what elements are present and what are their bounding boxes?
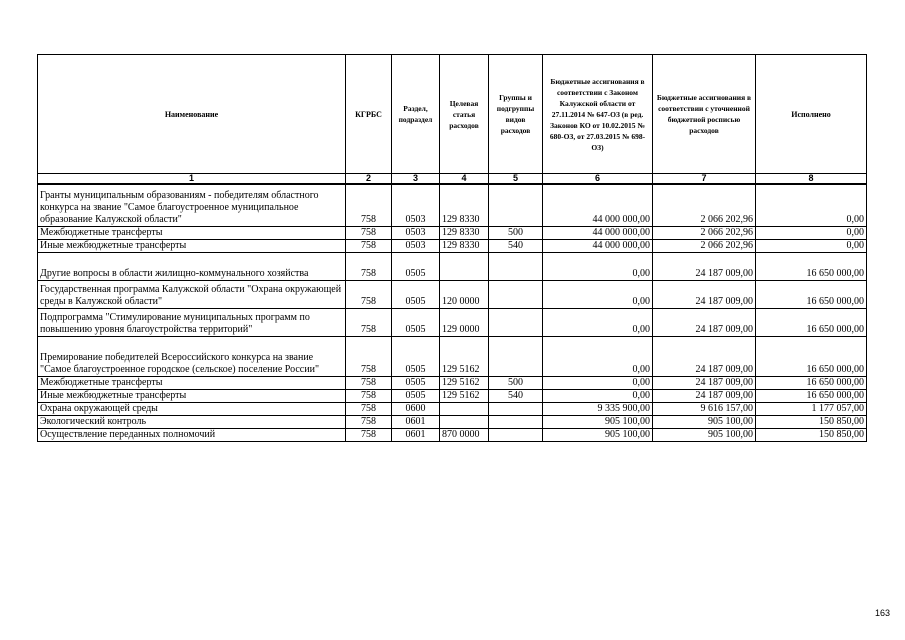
row-section: 0503 [392, 239, 440, 252]
row-group [489, 184, 543, 226]
row-section: 0503 [392, 184, 440, 226]
table-row [38, 336, 867, 376]
row-group [489, 252, 543, 280]
column-number: 4 [440, 174, 489, 185]
row-kgrbs: 758 [346, 389, 392, 402]
row-target: 870 0000 [440, 428, 489, 441]
row-section: 0601 [392, 415, 440, 428]
row-approved: 905 100,00 [543, 415, 653, 428]
row-section: 0505 [392, 280, 440, 308]
row-approved: 0,00 [543, 252, 653, 280]
row-name: Премирование победителей Всероссийского конкурса на звание "Самое благоустроенное городское (сельское) поселение России" [38, 336, 346, 376]
table-row [38, 428, 867, 441]
row-refined: 24 187 009,00 [653, 389, 756, 402]
row-approved: 44 000 000,00 [543, 184, 653, 226]
header-name: Наименование [38, 55, 346, 174]
row-executed: 1 177 057,00 [756, 402, 867, 415]
column-number: 6 [543, 174, 653, 185]
table-row [38, 226, 867, 239]
row-refined: 24 187 009,00 [653, 308, 756, 336]
row-name: Охрана окружающей среды [38, 402, 346, 415]
row-refined: 24 187 009,00 [653, 376, 756, 389]
row-group [489, 415, 543, 428]
row-group [489, 428, 543, 441]
row-approved: 905 100,00 [543, 428, 653, 441]
row-group [489, 308, 543, 336]
row-section: 0601 [392, 428, 440, 441]
header-executed: Исполнено [756, 55, 867, 174]
row-executed: 16 650 000,00 [756, 252, 867, 280]
row-refined: 9 616 157,00 [653, 402, 756, 415]
row-kgrbs: 758 [346, 239, 392, 252]
row-section: 0505 [392, 308, 440, 336]
header-refined: Бюджетные ассигнования в соответствии с уточненной бюджетной росписью расходов [653, 55, 756, 174]
row-group [489, 402, 543, 415]
row-executed: 150 850,00 [756, 428, 867, 441]
column-number-row [38, 174, 867, 185]
row-approved: 0,00 [543, 280, 653, 308]
row-section: 0600 [392, 402, 440, 415]
row-kgrbs: 758 [346, 184, 392, 226]
row-group [489, 336, 543, 376]
column-number: 5 [489, 174, 543, 185]
row-approved: 0,00 [543, 389, 653, 402]
row-approved: 0,00 [543, 376, 653, 389]
row-name: Подпрограмма "Стимулирование муниципальных программ по повышению уровня благоустройства территорий" [38, 308, 346, 336]
row-kgrbs: 758 [346, 428, 392, 441]
header-row [38, 55, 867, 174]
row-refined: 24 187 009,00 [653, 280, 756, 308]
row-executed: 0,00 [756, 226, 867, 239]
row-name: Межбюджетные трансферты [38, 376, 346, 389]
row-name: Иные межбюджетные трансферты [38, 239, 346, 252]
row-target [440, 415, 489, 428]
row-executed: 16 650 000,00 [756, 336, 867, 376]
budget-table [37, 54, 867, 442]
row-kgrbs: 758 [346, 402, 392, 415]
table-row [38, 389, 867, 402]
table-row [38, 415, 867, 428]
row-group: 540 [489, 389, 543, 402]
row-target: 129 5162 [440, 389, 489, 402]
table-row [38, 308, 867, 336]
row-target: 129 5162 [440, 336, 489, 376]
row-target: 129 5162 [440, 376, 489, 389]
row-approved: 0,00 [543, 336, 653, 376]
row-kgrbs: 758 [346, 226, 392, 239]
row-refined: 2 066 202,96 [653, 226, 756, 239]
row-kgrbs: 758 [346, 415, 392, 428]
row-target: 129 8330 [440, 184, 489, 226]
column-number: 2 [346, 174, 392, 185]
row-approved: 44 000 000,00 [543, 239, 653, 252]
row-executed: 150 850,00 [756, 415, 867, 428]
row-approved: 44 000 000,00 [543, 226, 653, 239]
row-refined: 24 187 009,00 [653, 252, 756, 280]
row-kgrbs: 758 [346, 280, 392, 308]
row-target: 120 0000 [440, 280, 489, 308]
row-refined: 2 066 202,96 [653, 184, 756, 226]
row-group: 500 [489, 226, 543, 239]
table-row [38, 280, 867, 308]
row-approved: 0,00 [543, 308, 653, 336]
column-number: 8 [756, 174, 867, 185]
row-executed: 16 650 000,00 [756, 376, 867, 389]
column-number: 7 [653, 174, 756, 185]
row-executed: 0,00 [756, 239, 867, 252]
table-row [38, 402, 867, 415]
table-row [38, 376, 867, 389]
row-executed: 0,00 [756, 184, 867, 226]
row-kgrbs: 758 [346, 252, 392, 280]
row-approved: 9 335 900,00 [543, 402, 653, 415]
row-group: 500 [489, 376, 543, 389]
row-section: 0505 [392, 389, 440, 402]
row-refined: 905 100,00 [653, 428, 756, 441]
header-approved: Бюджетные ассигнования в соответствии с Законом Калужской области от 27.11.2014 № 647-ОЗ (в ред. Законов КО от 10.02.2015 № 680-ОЗ, от 27.03.2015 № 698-ОЗ) [543, 55, 653, 174]
header-section: Раздел, подраздел [392, 55, 440, 174]
row-name: Государственная программа Калужской области "Охрана окружающей среды в Калужской области" [38, 280, 346, 308]
row-refined: 24 187 009,00 [653, 336, 756, 376]
column-number: 3 [392, 174, 440, 185]
column-number: 1 [38, 174, 346, 185]
row-name: Гранты муниципальным образованиям - победителям областного конкурса на звание "Самое благоустроенное муниципальное образование Калужской области" [38, 184, 346, 226]
row-executed: 16 650 000,00 [756, 280, 867, 308]
table-row [38, 184, 867, 226]
row-section: 0503 [392, 226, 440, 239]
row-name: Другие вопросы в области жилищно-коммунального хозяйства [38, 252, 346, 280]
row-section: 0505 [392, 252, 440, 280]
table-row [38, 252, 867, 280]
row-group: 540 [489, 239, 543, 252]
row-name: Иные межбюджетные трансферты [38, 389, 346, 402]
row-kgrbs: 758 [346, 376, 392, 389]
row-kgrbs: 758 [346, 336, 392, 376]
table-row [38, 239, 867, 252]
row-refined: 905 100,00 [653, 415, 756, 428]
row-target: 129 0000 [440, 308, 489, 336]
row-name: Осуществление переданных полномочий [38, 428, 346, 441]
row-group [489, 280, 543, 308]
row-executed: 16 650 000,00 [756, 389, 867, 402]
row-target: 129 8330 [440, 226, 489, 239]
page-number: 163 [874, 608, 890, 618]
row-target [440, 252, 489, 280]
row-section: 0505 [392, 336, 440, 376]
row-refined: 2 066 202,96 [653, 239, 756, 252]
row-target [440, 402, 489, 415]
header-group: Группы и подгруппы видов расходов [489, 55, 543, 174]
header-kgrbs: КГРБС [346, 55, 392, 174]
row-name: Экологический контроль [38, 415, 346, 428]
row-section: 0505 [392, 376, 440, 389]
row-target: 129 8330 [440, 239, 489, 252]
row-kgrbs: 758 [346, 308, 392, 336]
row-executed: 16 650 000,00 [756, 308, 867, 336]
row-name: Межбюджетные трансферты [38, 226, 346, 239]
header-target: Целевая статья расходов [440, 55, 489, 174]
